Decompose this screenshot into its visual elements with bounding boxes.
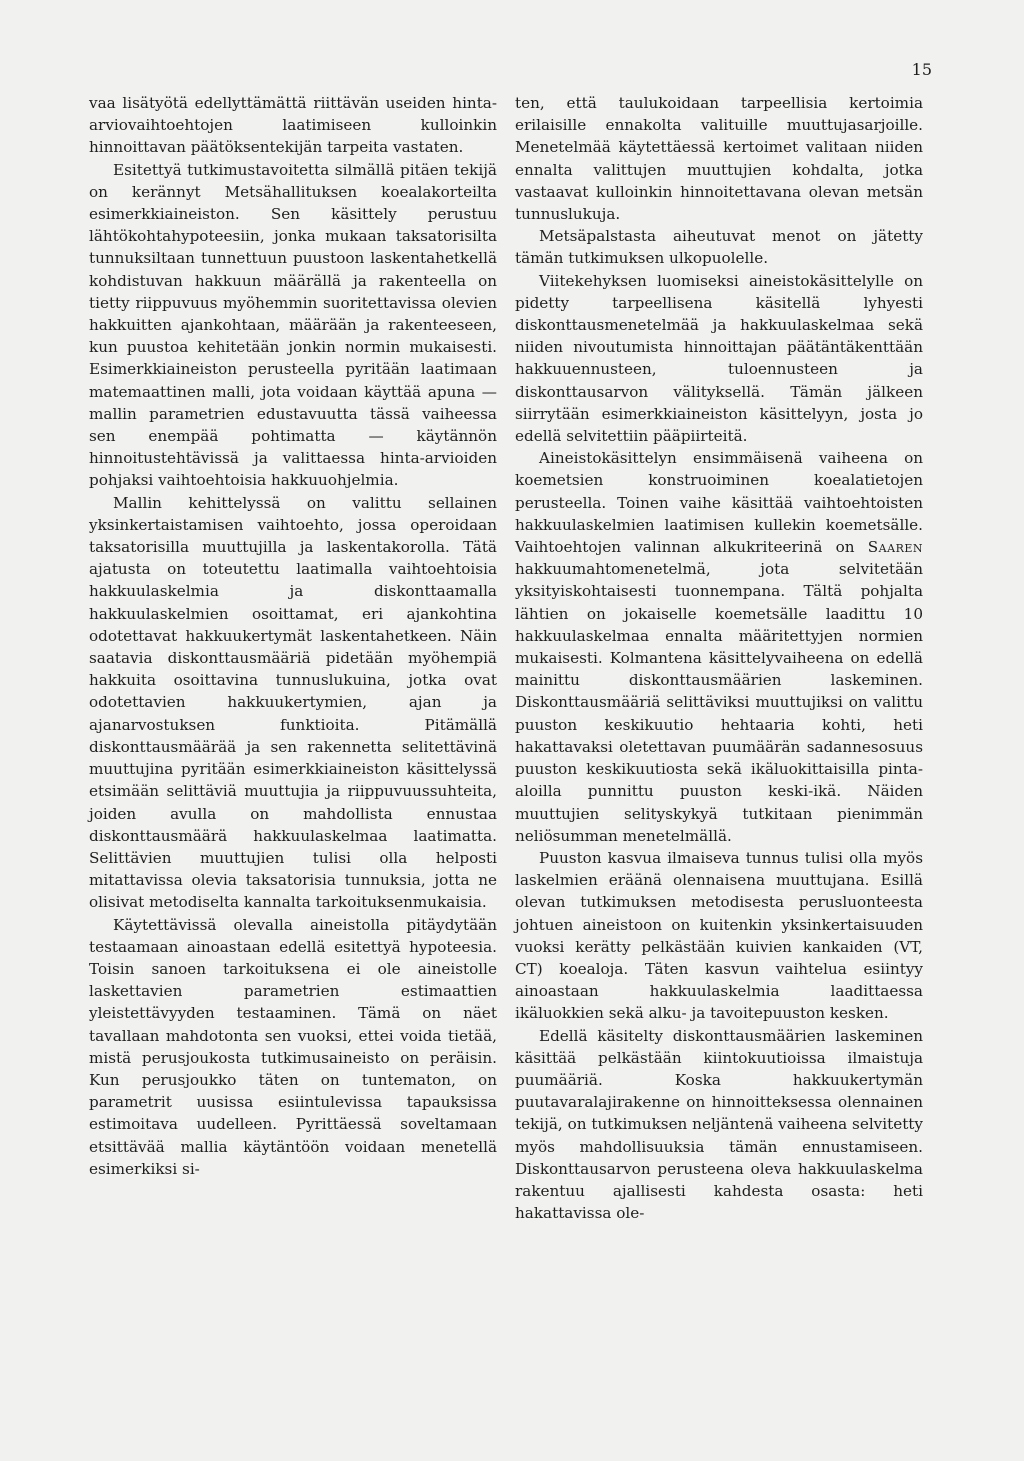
left-column [89,92,497,1180]
paragraph [515,447,923,847]
page-number: 15 [911,60,932,79]
paragraph: vaa lisätyötä edellyttämättä riittävän useiden hinta-arviovaihtoehtojen laatimiseen kulloinkin hinnoittavan päätöksentekijän tarpeita vastaten. [89,94,497,157]
paragraph: Puuston kasvua ilmaiseva tunnus tulisi olla myös laskelmien eräänä olennaisena muuttujana. Esillä olevan tutkimuksen metodisesta perusluonteesta johtuen aineistoon on kuitenkin yksinkertaisuuden vuoksi kerätty pelkästään kuivien kankaiden (VT, CT) koealoja. Täten kasvun vaihtelua esiintyy ainoastaan hakkuulaskelmia laadittaessa ikäluokkien sekä alku- ja tavoitepuuston kesken. [515,848,923,1023]
paragraph: Metsäpalstasta aiheutuvat menot on jätetty tämän tutkimuksen ulkopuolelle. [515,227,923,268]
paragraph: Edellä käsitelty diskonttausmäärien laskeminen käsittää pelkästään kiintokuutioissa ilmaistuja puumääriä. Koska hakkuukertymän puutavaralajirakenne on hinnoitteksessa olennainen tekijä, on tutkimuksen neljäntenä vaiheena selvitetty myös mahdollisuuksia tämän ennustamiseen. Diskonttausarvon perusteena oleva hakkuulaskelma rakentuu ajallisesti kahdesta osasta: heti hakattavissa ole- [515,1026,923,1223]
paragraph-text: hakkuumahtomenetelmä, jota selvitetään yksityiskohtaisesti tuonnempana. Tältä pohjalta lähtien on jokaiselle koemetsälle laadittu 10 hakkuulaskelmaa ennalta määritettyjen normien mukaisesti. Kolmantena käsittelyvaiheena on edellä mainittu diskonttausmäärien laskeminen. Diskonttausmääriä selittäviksi muuttujiksi on valittu puuston keskikuutio hehtaaria kohti, heti hakattavaksi oletettavan puumäärän sadannesosuus puuston keskikuutiosta sekä ikäluokittaisilla pinta-aloilla punnittu puuston keski-ikä. Näiden muuttujien selityskykyä tutkitaan pienimmän neliösumman menetelmällä. [515,560,923,845]
right-column [515,92,923,1224]
paragraph: Mallin kehittelyssä on valittu sellainen yksinkertaistamisen vaihtoehto, jossa operoidaan taksatorisilla muuttujilla ja laskentakorolla. Tätä ajatusta on toteutettu laatimalla vaihtoehtoisia hakkuulaskelmia ja diskonttaamalla hakkuulaskelmien osoittamat, eri ajankohtina odotettavat hakkuukertymät laskentahetkeen. Näin saatavia diskonttausmääriä pidetään myöhempiä hakkuita osoittavina tunnuslukuina, jotka ovat odotettavien hakkuukertymien, ajan ja ajanarvostuksen funktioita. Pitämällä diskonttausmäärää ja sen rakennetta selitettävinä muuttujina pyritään esimerkkiaineiston käsittelyssä etsimään selittäviä muuttujia ja riippuvuussuhteita, joiden avulla on mahdollista ennustaa diskonttausmäärä hakkuulaskelmaa laatimatta. Selittävien muuttujien tulisi olla helposti mitattavissa olevia taksatorisia tunnuksia, jotta ne olisivat metodiselta kannalta tarkoituksenmukaisia. [89,493,497,912]
paragraph: Esitettyä tutkimustavoitetta silmällä pitäen tekijä on kerännyt Metsähallituksen koealakorteilta esimerkkiaineiston. Sen käsittely perustuu lähtökohtahypoteesiin, jonka mukaan taksatorisilta tunnuksiltaan tunnettuun puustoon laskentahetkellä kohdistuvan hakkuun määrällä ja rakenteella on tietty riippuvuus myöhemmin suoritettavissa olevien hakkuitten ajankohtaan, määrään ja rakenteeseen, kun puustoa kehitetään jonkin normin mukaisesti. Esimerkkiaineiston perusteella pyritään laatimaan matemaattinen malli, jota voidaan käyttää apuna — mallin parametrien edustavuutta tässä vaiheessa sen enempää pohtimatta — käytännön hinnoitustehtävissä ja valittaessa hinta-arvioiden pohjaksi vaihtoehtoisia hakkuuohjelmia. [89,160,497,490]
paragraph-text: Aineistokäsittelyn ensimmäisenä vaiheena on koemetsien konstruoiminen koealatietojen perusteella. Toinen vaihe käsittää vaihtoehtoisten hakkuulaskelmien laatimisen kullekin koemetsälle. Vaihtoehtojen valinnan alkukriteerinä on [515,449,923,557]
paragraph: Viitekehyksen luomiseksi aineistokäsittelylle on pidetty tarpeellisena käsitellä lyhyesti diskonttausmenetelmää ja hakkuulaskelmaa sekä niiden nivoutumista hinnoittajan päätäntäkenttään hakkuuennusteen, tuloennusteen ja diskonttausarvon välityksellä. Tämän jälkeen siirrytään esimerkkiaineiston käsittelyyn, josta jo edellä selvitettiin pääpiirteitä. [515,271,923,446]
author-name: Saaren [867,538,924,557]
paragraph: ten, että taulukoidaan tarpeellisia kertoimia erilaisille ennakolta valituille muuttujasarjoille. Menetelmää käytettäessä kertoimet valitaan niiden ennalta valittujen muuttujien kohdalta, jotka vastaavat kulloinkin hinnoitettavana olevan metsän tunnuslukuja. [515,94,923,224]
paragraph: Käytettävissä olevalla aineistolla pitäydytään testaamaan ainoastaan edellä esitettyä hypoteesia. Toisin sanoen tarkoituksena ei ole aineistolle laskettavien parametrien estimaattien yleistettävyyden testaaminen. Tämä on näet tavallaan mahdotonta sen vuoksi, ettei voida tietää, mistä perusjoukosta tutkimusaineisto on peräisin. Kun perusjoukko täten on tuntematon, on parametrit uusissa esiintulevissa tapauksissa estimoitava uudelleen. Pyrittäessä soveltamaan etsittävää mallia käytäntöön voidaan menetellä esimerkiksi si- [89,915,497,1178]
